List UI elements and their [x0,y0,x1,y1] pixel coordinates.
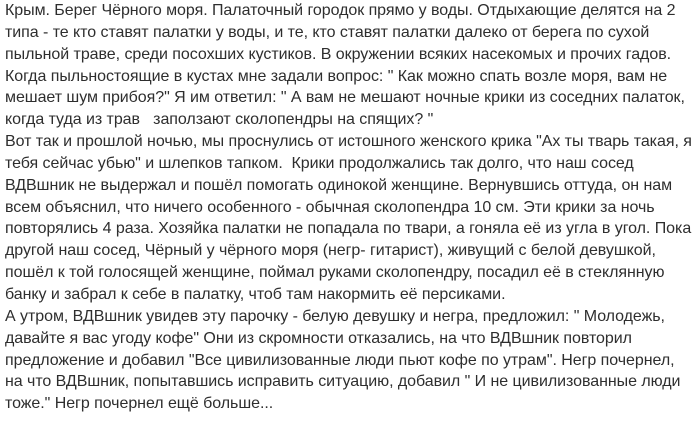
story-paragraph-3: А утром, ВДВшник увидев эту парочку - белую девушку и негра, предложил: " Молодежь, давайте я вас угоду кофе" Они из скромности отказались, на что ВДВшник повторил предложение и добавил "Все цивилизованные люди пьют кофе по утрам". Негр почернел, на что ВДВшник, попытавшись исправить ситуацию, добавил " И не цивилизованные люди тоже." Негр почернел ещё больше... [5,307,685,413]
story-paragraph-2: Вот так и прошлой ночью, мы проснулись от истошного женского крика "Ах ты тварь такая, я тебя сейчас убью" и шлепков тапком. Крики продолжались так долго, что наш сосед ВДВшник не выдержал и пошёл помогать одинокой женщине. Вернувшись оттуда, он нам всем объяснил, что ничего особенного - обычная сколопендра 10 см. Эти крики за ночь повторялись 4 раза. Хозяйка палатки не попадала по твари, а гоняла её из угла в угол. Пока другой наш сосед, Чёрный у чёрного моря (негр- гитарист), живущий с белой девушкой, пошёл к той голосящей женщине, поймал руками сколопендру, посадил её в стеклянную банку и забрал к себе в палатку, чтоб там накормить её персиками. [5,133,697,303]
story-paragraph-1: Крым. Берег Чёрного моря. Палаточный городок прямо у воды. Отдыхающие делятся на 2 типа - те кто ставят палатки у воды, и те, кто ставят палатки далеко от берега по сухой пыльной траве, среди посохших кустиков. В окружении всяких насекомых и прочих гадов. Когда пыльностоящие в кустах мне задали вопрос: " Как можно спать возле моря, вам не мешает шум прибоя?" Я им ответил: " А вам не мешают ночные крики из соседних палаток, когда туда из трав заползают сколопендры на спящих? " [5,2,690,129]
